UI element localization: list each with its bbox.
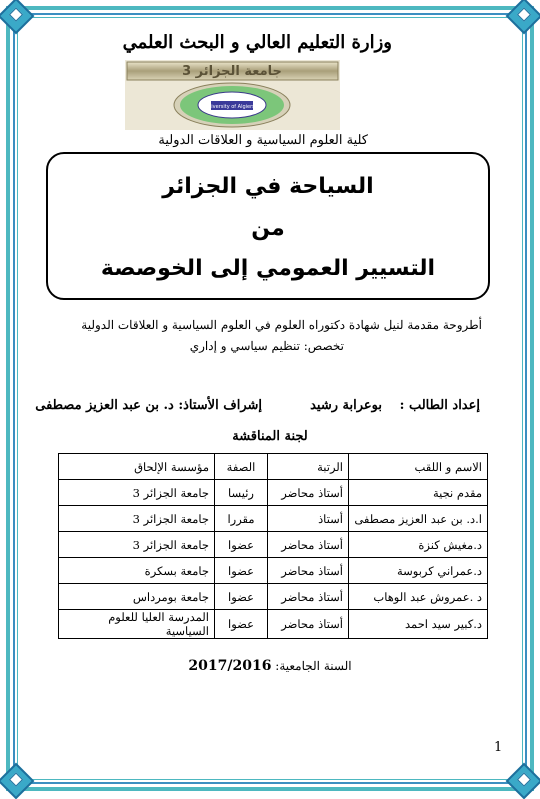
title-line-1: السياحة في الجزائر [162,174,374,199]
member-status: مقررا [215,506,268,532]
title-line-3: التسيير العمومي إلى الخوصصة [100,256,436,281]
member-status: عضوا [215,558,268,584]
prepared-by-label: إعداد الطالب : [399,398,480,413]
svg-text:جامعة الجزائر 3: جامعة الجزائر 3 [182,64,282,79]
member-status: عضوا [215,532,268,558]
ministry-heading: وزارة التعليم العالي و البحث العلمي [122,32,392,53]
header-name: الاسم و اللقب [349,454,488,480]
member-status: رئيسا [215,480,268,506]
member-institution: جامعة الجزائر 3 [59,480,215,506]
member-rank: أستاذ محاضر [268,558,349,584]
jury-table [58,453,488,639]
thesis-statement: أطروحة مقدمة لنيل شهادة دكتوراه العلوم في العلوم السياسية و العلاقات الدولية [81,318,482,332]
academic-year [0,658,540,674]
page-number: 1 [494,740,503,755]
table-header-row [59,454,488,480]
member-institution: جامعة بسكرة [59,558,215,584]
title-line-2: من [251,216,285,241]
student-name: بوعرابة رشيد [310,398,382,413]
title-box [46,152,490,300]
member-rank: أستاذ محاضر [268,480,349,506]
member-rank: أستاذ محاضر [268,610,349,639]
member-institution: جامعة بومرداس [59,584,215,610]
member-name: د.كبير سيد احمد [349,610,488,639]
header-rank: الرتبة [268,454,349,480]
supervisor: إشراف الأستاذ: د. بن عبد العزيز مصطفى [35,398,262,413]
committee-title: لجنة المناقشة [232,429,308,444]
member-rank: أستاذ محاضر [268,532,349,558]
member-name: مقدم نجية [349,480,488,506]
table-row [59,506,488,532]
header-status: الصفة [215,454,268,480]
member-rank: أستاذ محاضر [268,584,349,610]
table-row [59,480,488,506]
specialization: تخصص: تنظيم سياسي و إداري [189,339,344,353]
member-name: د.عمراني كربوسة [349,558,488,584]
table-row [59,610,488,639]
header-institution: مؤسسة الإلحاق [59,454,215,480]
member-institution: جامعة الجزائر 3 [59,506,215,532]
member-status: عضوا [215,610,268,639]
member-institution: جامعة الجزائر 3 [59,532,215,558]
member-name: ا.د. بن عبد العزيز مصطفى [349,506,488,532]
table-row [59,584,488,610]
member-name: د.مغيش كنزة [349,532,488,558]
member-institution: المدرسة العليا للعلوم السياسية [59,610,215,639]
member-status: عضوا [215,584,268,610]
table-row [59,532,488,558]
academic-year-label: السنة الجامعية: [275,659,352,673]
svg-text:University of Algiers 3: University of Algiers 3 [204,104,260,110]
table-row [59,558,488,584]
academic-year-value: 2017/2016 [188,658,272,674]
faculty-name: كلية العلوم السياسية و العلاقات الدولية [158,133,368,148]
member-name: د .عمروش عبد الوهاب [349,584,488,610]
member-rank: أستاذ [268,506,349,532]
university-logo [125,60,340,130]
